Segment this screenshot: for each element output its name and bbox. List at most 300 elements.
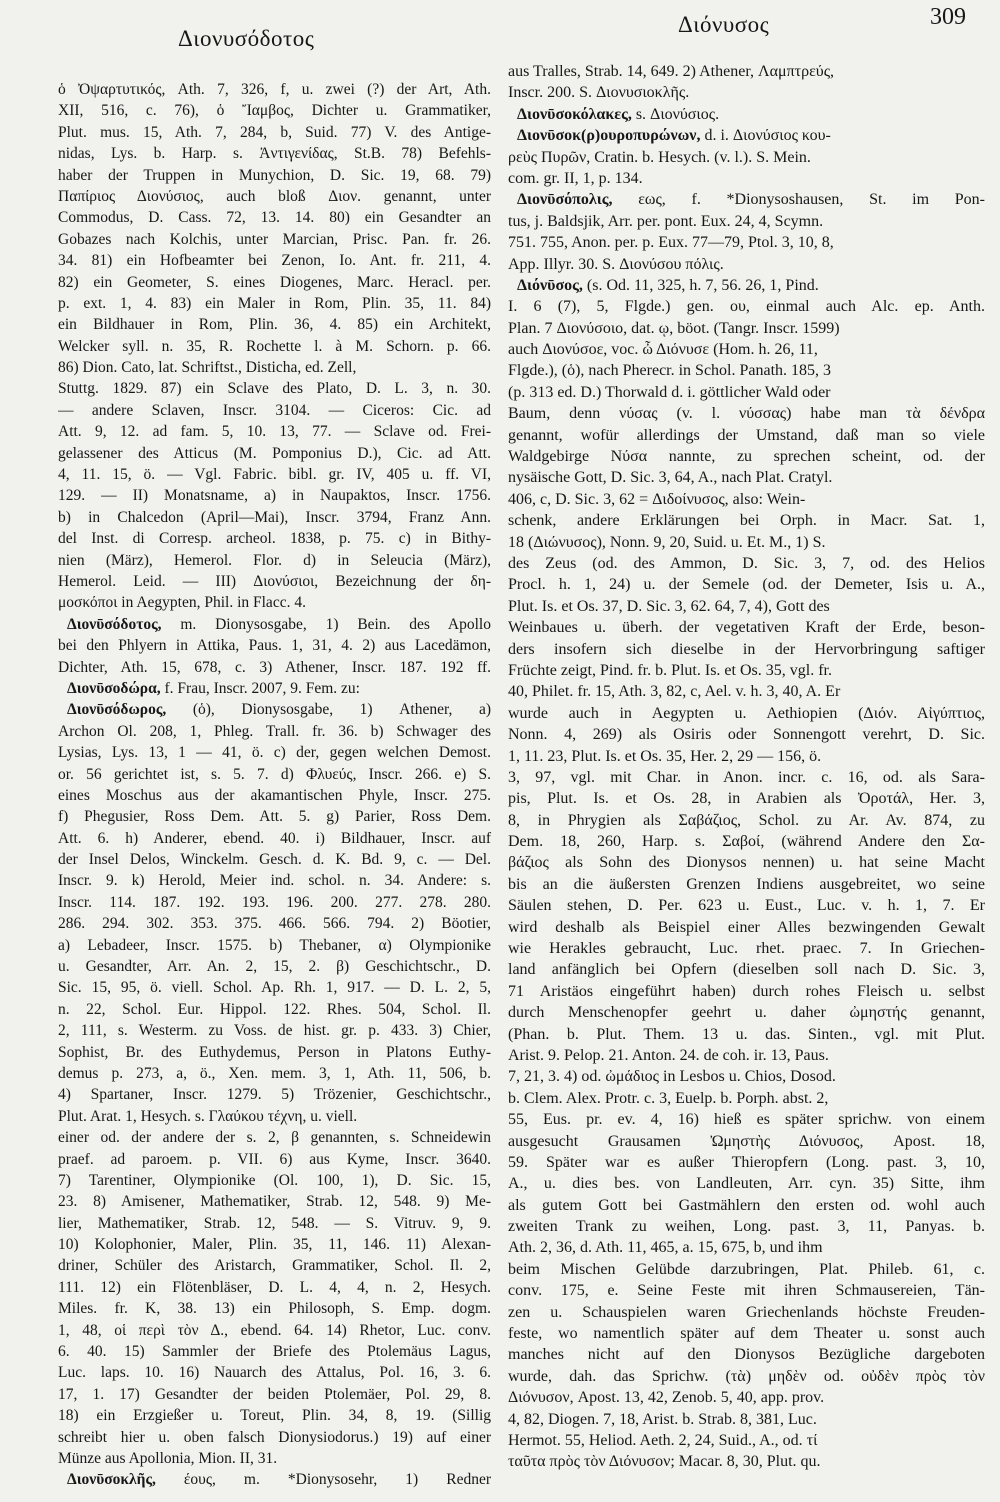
line-content: [58, 1362, 491, 1383]
entry-headword: Διονῡσοκ(ρ)ουροπυρώνων,: [517, 127, 701, 145]
line-text: ὁ Ὀψαρτυτικός, Ath. 7, 326, f, u. zwei (?) der Art, Ath.: [58, 81, 491, 98]
line-text: Welcker syll. n. 35, R. Rochette l. à M. Schorn. p. 66.: [58, 337, 491, 355]
text-line: [58, 1427, 492, 1448]
line-text: 86) Dion. Cato, lat. Schriftst., Disticha, ed. Zell,: [58, 359, 357, 377]
line-content: [58, 143, 491, 164]
line-content: [508, 1024, 985, 1045]
line-content: [58, 1020, 491, 1041]
entry-start-line: [508, 104, 986, 125]
running-head-right: Διόνυσος: [678, 12, 770, 37]
line-content: [508, 168, 643, 189]
text-line: [508, 617, 986, 638]
line-content: [58, 528, 491, 549]
line-text: s. Διονύσιος.: [635, 105, 720, 123]
text-line: [58, 1448, 492, 1469]
text-line: [508, 596, 986, 617]
line-text: Gobazes nach Kolchis, unter Marcian, Prisc. Pan. fr. 26.: [58, 230, 491, 248]
text-line: [58, 999, 492, 1020]
line-content: [508, 254, 724, 275]
text-line: [508, 831, 986, 852]
line-content: [58, 1427, 491, 1448]
line-content: [517, 125, 831, 146]
line-text: Lysias, Lys. 13, 1 — 41, ö. c) der, gegen welchen Demost.: [58, 744, 491, 762]
text-line: [508, 1387, 986, 1408]
line-text: praef. ad paroem. p. VII. 6) aus Kyme, Inscr. 3640.: [58, 1150, 491, 1168]
line-content: [508, 1216, 985, 1237]
text-line: [508, 1173, 986, 1194]
text-line: [58, 1362, 492, 1383]
line-text: n. 22, Schol. Eur. Hippol. 122. Rhes. 504, Schol. Il.: [58, 1000, 491, 1018]
line-content: [508, 660, 832, 681]
text-line: [508, 852, 986, 873]
line-content: [58, 122, 491, 143]
line-text: a) Lebadeer, Inscr. 1575. b) Thebaner, α) Olympionike: [58, 936, 491, 954]
entry-start-line: [508, 275, 986, 296]
line-content: [508, 681, 840, 702]
text-line: [58, 1191, 492, 1212]
right-column: [508, 61, 986, 1473]
text-line: [58, 592, 492, 613]
line-content: [508, 810, 985, 831]
line-content: [58, 635, 491, 656]
line-content: [58, 250, 491, 271]
line-text: Dem. 18, 260, Harp. s. Σαβοί, (während Andere den Σα-: [508, 833, 985, 851]
line-text: nien (März), Hemerol. Flor. d) in Seleucia (März),: [58, 551, 491, 569]
text-line: [58, 550, 492, 571]
text-line: [58, 892, 492, 913]
text-line: [508, 1152, 986, 1173]
line-text: com. gr. II, 1, p. 134.: [508, 169, 643, 187]
line-content: [508, 147, 811, 168]
line-content: [58, 1170, 491, 1191]
line-content: [58, 485, 491, 506]
line-text: 7, 21, 3. 4) od. ὠμάδιος in Lesbos u. Chios, Dosod.: [508, 1068, 836, 1086]
line-text: Inscr. 200. S. Διονυσιοκλῆς.: [508, 84, 690, 102]
line-text: Commodus, D. Cass. 72, 13. 14. 80) ein Gesandter an: [58, 209, 491, 227]
line-text: Att. 9, 12. ad fam. 5, 10. 13, 77. — Sclave od. Frei-: [58, 423, 491, 441]
text-line: [508, 553, 986, 574]
line-text: (ὁ), Dionysosgabe, 1) Athener, a): [192, 701, 491, 719]
text-line: [58, 250, 492, 271]
text-line: [508, 1024, 986, 1045]
line-text: Säulen stehen, D. Per. 623 u. Eust., Luc. v. h. 1, 7. Er: [508, 897, 985, 915]
line-text: 2, 111, s. Westerm. zu Voss. de hist. gr. p. 433. 3) Chier,: [58, 1022, 491, 1040]
text-line: [58, 1063, 492, 1084]
text-line: [58, 1341, 492, 1362]
line-text: u. Gesandter, Arr. An. 2, 15, 2. β) Geschichtschr., D.: [58, 958, 491, 976]
line-content: [508, 1409, 817, 1430]
line-text: Baum, denn νύσας (v. l. νύσσας) habe man τὰ δένδρα: [508, 405, 985, 423]
text-line: [58, 357, 492, 378]
text-line: [508, 403, 986, 424]
text-line: [508, 959, 986, 980]
text-line: [58, 657, 492, 678]
line-text: Früchte zeigt, Pind. fr. b. Plut. Is. et Os. 35, vgl. fr.: [508, 661, 832, 679]
line-content: [508, 596, 830, 617]
line-text: ders insofern sich dieselbe in der Hervorbringung saftiger: [508, 640, 985, 658]
line-content: [508, 1088, 828, 1109]
text-line: [58, 485, 492, 506]
text-line: [58, 1277, 492, 1298]
text-line: [508, 981, 986, 1002]
text-line: [58, 528, 492, 549]
text-line: [508, 938, 986, 959]
line-content: [58, 764, 491, 785]
line-text: Παπίριος Διονύσιος, auch bloß Διον. genannt, unter: [58, 187, 491, 205]
line-content: [508, 1237, 823, 1258]
line-text: bis an die äußersten Grenzen Indiens ausgebreitet, wo seine: [508, 875, 985, 893]
text-line: [508, 1131, 986, 1152]
text-line: [58, 721, 492, 742]
line-content: [58, 443, 491, 464]
line-text: 18) ein Erzgießer u. Toreut, Plin. 34, 8, 19. (Sillig: [58, 1407, 491, 1425]
text-line: [58, 1234, 492, 1255]
line-content: [508, 1451, 821, 1472]
line-text: Inscr. 9. k) Herold, Meier ind. schol. n. 34. Andere: s.: [58, 872, 491, 890]
text-line: [508, 296, 986, 317]
line-content: [58, 1341, 491, 1362]
line-text: 8, in Phrygien als Σαβάζιος, Schol. zu Ar. Av. 874, zu: [508, 811, 985, 829]
line-content: [508, 852, 985, 873]
text-line: [508, 917, 986, 938]
text-line: [58, 165, 492, 186]
text-line: [58, 336, 492, 357]
page-number: 309: [930, 4, 966, 30]
text-line: [58, 1149, 492, 1170]
line-content: [508, 318, 840, 339]
text-line: [58, 1298, 492, 1319]
entry-start-line: [58, 678, 492, 699]
line-content: [508, 1344, 985, 1365]
entry-start-line: [508, 125, 986, 146]
line-content: [58, 1277, 491, 1298]
line-content: [508, 510, 985, 531]
line-content: [508, 553, 985, 574]
line-text: nidas, Lys. b. Harp. s. Ἀντιγενίδας, St.B. 78) Befehls-: [58, 145, 491, 163]
line-text: f. Frau, Inscr. 2007, 9. Fem. zu:: [164, 679, 360, 697]
line-text: 286. 294. 302. 353. 375. 466. 566. 794. 2) Böotier,: [58, 915, 491, 933]
text-line: [508, 874, 986, 895]
line-text: beim Mischen Gelübde darzubringen, Plat. Phileb. 61, c.: [508, 1260, 985, 1278]
text-line: [508, 382, 986, 403]
line-content: [58, 357, 356, 378]
line-content: [58, 657, 491, 678]
text-line: [508, 1344, 986, 1365]
line-text: έους, m. *Dionysosehr, 1) Redner: [183, 1471, 491, 1489]
text-line: [58, 464, 492, 485]
text-line: [58, 421, 492, 442]
line-content: [508, 1302, 985, 1323]
line-content: [508, 446, 985, 467]
line-content: [58, 550, 491, 571]
entry-headword: Διονῡσόδωρος,: [67, 701, 167, 719]
line-content: [58, 935, 491, 956]
text-line: [508, 660, 986, 681]
text-line: [58, 293, 492, 314]
line-text: — andere Sclaven, Inscr. 3104. — Ciceros: Cic. ad: [58, 401, 491, 419]
text-line: [58, 122, 492, 143]
line-content: [508, 981, 985, 1002]
line-text: conv. 175, e. Seine Feste mit ihren Schmausereien, Tän-: [508, 1282, 985, 1300]
line-text: 40, Philet. fr. 15, Ath. 3, 82, c, Ael. v. h. 3, 40, A. Er: [508, 683, 841, 701]
text-line: [508, 147, 986, 168]
line-content: [58, 1320, 491, 1341]
line-text: 17, 1. 17) Gesandter der beiden Ptolemäer, Pol. 29, 8.: [58, 1385, 491, 1403]
text-line: [508, 1109, 986, 1130]
line-text: 82) ein Geometer, S. eines Diogenes, Marc. Heracl. per.: [58, 273, 491, 291]
text-line: [58, 935, 492, 956]
line-text: Sic. 15, 95, ö. viell. Schol. Ap. Rh. 1, 917. — D. L. 2, 5,: [58, 979, 491, 997]
line-text: lier, Mathematiker, Strab. 12, 548. — S. Vitruv. 9, 9.: [58, 1214, 491, 1232]
text-line: [58, 1020, 492, 1041]
line-content: [58, 999, 491, 1020]
text-line: [508, 1302, 986, 1323]
text-line: [508, 510, 986, 531]
line-text: des Zeus (od. des Ammon, D. Sic. 3, 7, od. des Helios: [508, 554, 985, 572]
text-line: [508, 1045, 986, 1066]
text-line: [58, 806, 492, 827]
line-text: auch Διονύσοε, voc. ὦ Διόνυσε (Hom. h. 26, 11,: [508, 341, 818, 359]
line-text: 406, c, D. Sic. 3, 62 = Διδοίνυσος, also: Wein-: [508, 490, 806, 508]
line-text: m. Dionysosgabe, 1) Bein. des Apollo: [180, 615, 491, 633]
line-content: [508, 1366, 985, 1387]
text-line: [58, 828, 492, 849]
line-content: [58, 229, 491, 250]
line-text: Arist. 9. Pelop. 21. Anton. 24. de coh. ir. 13, Paus.: [508, 1046, 829, 1064]
text-line: [58, 507, 492, 528]
line-content: [508, 1280, 985, 1301]
line-text: Att. 6. h) Anderer, ebend. 40. i) Bildhauer, Inscr. auf: [58, 829, 491, 847]
line-text: or. 56 gerichtet ist, s. 5. 7. d) Φλυεύς, Inscr. 266. e) S.: [58, 765, 491, 783]
text-line: [58, 378, 492, 399]
line-content: [508, 382, 831, 403]
text-line: [508, 703, 986, 724]
line-text: 751. 755, Anon. per. p. Eux. 77—79, Ptol. 3, 10, 8,: [508, 234, 834, 252]
entry-headword: Διονῡσοκόλακες,: [517, 105, 632, 123]
line-text: εως, f. *Dionysoshausen, St. im Pon-: [638, 191, 985, 209]
line-content: [58, 100, 491, 121]
line-text: driner, Schüler des Aristarch, Grammatiker, Schol. Il. 2,: [58, 1257, 491, 1275]
line-content: [58, 400, 491, 421]
line-text: Nonn. 4, 269) als Osiris oder Sonnengott verehrt, D. Sic.: [508, 726, 985, 744]
text-line: [58, 272, 492, 293]
text-line: [58, 742, 492, 763]
line-content: [58, 1384, 491, 1405]
text-line: [508, 318, 986, 339]
line-text: pis, Plut. Is. et Os. 28, in Arabien als Ὀροτάλ, Her. 3,: [508, 790, 985, 808]
line-content: [58, 1213, 491, 1234]
text-line: [58, 229, 492, 250]
line-text: Plut. Is. et Os. 37, D. Sic. 3, 62. 64, 7, 4), Gott des: [508, 597, 830, 615]
running-head-left: Διονυσόδοτος: [178, 26, 315, 51]
text-line: [58, 443, 492, 464]
line-text: I. 6 (7), 5, Flgde.) gen. ου, einmal auch Alc. ep. Anth.: [508, 298, 985, 316]
line-text: 18 (Διώνυσος), Nonn. 9, 20, Suid. u. Et. M., 1) S.: [508, 533, 826, 551]
text-line: [58, 1042, 492, 1063]
text-line: [58, 764, 492, 785]
line-text: ausgesucht Grausamen Ὠμηστὴς Διόνυσος, Apost. 18,: [508, 1132, 985, 1150]
line-content: [508, 1045, 829, 1066]
line-text: 59. Später war es außer Thieropfern (Long. past. 3, 10,: [508, 1153, 985, 1171]
line-text: zen u. Schauspielen waren Griechenlands höchste Freuden-: [508, 1303, 985, 1321]
line-text: Plut. mus. 15, Ath. 7, 284, b, Suid. 77) V. des Antige-: [58, 123, 491, 141]
line-text: der Insel Delos, Winckelm. Gesch. d. K. Bd. 9, c. — Del.: [58, 851, 491, 869]
line-text: feste, wo namentlich später auf dem Theater u. sonst auch: [508, 1325, 985, 1343]
text-line: [508, 254, 986, 275]
line-text: del Inst. di Corresp. archeol. 1838, p. 75. c) in Bithy-: [58, 530, 491, 548]
line-content: [58, 1149, 491, 1170]
text-line: [508, 489, 986, 510]
line-text: eines Moschus aus der akamantischen Phyle, Inscr. 275.: [58, 786, 491, 804]
entry-headword: Διονῡσόδοτος,: [67, 615, 162, 633]
line-text: tus, j. Baldsjik, Arr. per. pont. Eux. 24, 4, Scymn.: [508, 212, 824, 230]
line-content: [508, 767, 985, 788]
text-line: [508, 446, 986, 467]
line-content: [508, 639, 985, 660]
line-text: Miles. fr. K, 38. 13) ein Philosoph, S. Emp. dogm.: [58, 1300, 491, 1318]
text-line: [508, 1280, 986, 1301]
line-content: [58, 314, 491, 335]
text-line: [58, 785, 492, 806]
line-text: 4) Spartaner, Inscr. 1279. 5) Trözenier, Geschichtschr.,: [58, 1086, 491, 1104]
text-line: [58, 1106, 492, 1127]
line-text: 111. 12) ein Flötenbläser, D. L. 4, 4, n. 2, Hesych.: [58, 1278, 491, 1296]
line-text: 23. 8) Amisener, Mathematiker, Strab. 12, 548. 9) Me-: [58, 1193, 491, 1211]
line-text: Διόνυσον, Apost. 13, 42, Zenob. 5, 40, app. prov.: [508, 1389, 825, 1407]
line-content: [508, 1323, 985, 1344]
line-content: [67, 699, 491, 720]
text-line: [508, 61, 986, 82]
text-line: [508, 1237, 986, 1258]
line-text: demus p. 273, a, ö., Xen. mem. 3, 1, Ath. 11, 506, b.: [58, 1064, 491, 1082]
line-content: [508, 574, 985, 595]
text-line: [58, 79, 492, 100]
line-content: [58, 1234, 491, 1255]
line-text: (p. 313 ed. D.) Thorwald d. i. göttlicher Wald oder: [508, 383, 831, 401]
text-line: [508, 639, 986, 660]
line-content: [508, 339, 818, 360]
line-text: manches nicht auf den Dionysos Bezügliche dargeboten: [508, 1346, 985, 1364]
line-text: aus Tralles, Strab. 14, 649. 2) Athener, Λαμπτρεύς,: [508, 63, 835, 80]
line-text: Flgde.), (ὁ), nach Pherecr. in Schol. Panath. 185, 3: [508, 362, 832, 380]
line-text: App. Illyr. 30. S. Διονύσου πόλις.: [508, 255, 724, 273]
text-line: [508, 168, 986, 189]
line-content: [58, 913, 491, 934]
line-content: [58, 293, 491, 314]
line-content: [58, 464, 491, 485]
line-text: ταῦτα πρὸς τὸν Διόνυσον; Macar. 8, 30, Plut. qu.: [508, 1453, 821, 1471]
line-content: [508, 938, 985, 959]
text-line: [58, 849, 492, 870]
text-line: [508, 1451, 986, 1472]
line-text: Weinbaues u. überh. der vegetativen Kraft der Erde, beson-: [508, 619, 985, 637]
line-content: [58, 1127, 491, 1148]
line-content: [67, 1469, 491, 1490]
text-line: [508, 1216, 986, 1237]
entry-headword: Διονῡσόπολις,: [517, 191, 613, 209]
text-line: [58, 1084, 492, 1105]
text-line: [508, 1430, 986, 1451]
line-content: [517, 104, 719, 125]
line-text: Stuttg. 1829. 87) ein Sclave des Plato, D. L. 3, n. 30.: [58, 380, 491, 398]
entry-start-line: [58, 699, 492, 720]
text-line: [508, 895, 986, 916]
line-content: [58, 849, 491, 870]
entry-start-line: [58, 614, 492, 635]
line-text: 71 Aristäos eingeführt haben) durch rohes Fleisch u. selbst: [508, 982, 985, 1000]
line-text: μοσκόποι in Aegypten, Phil. in Flacc. 4.: [58, 594, 306, 612]
line-content: [508, 874, 985, 895]
line-text: 6. 40. 15) Sammler der Briefe des Ptolemäus Lagus,: [58, 1343, 491, 1361]
line-content: [58, 336, 491, 357]
line-text: (s. Od. 11, 325, h. 7, 56. 26, 1, Pind.: [586, 276, 819, 294]
line-content: [508, 82, 689, 103]
line-text: 4, 82, Diogen. 7, 18, Arist. b. Strab. 8, 381, Luc.: [508, 1410, 817, 1428]
line-content: [67, 678, 360, 699]
line-content: [508, 360, 831, 381]
line-content: [58, 1405, 491, 1426]
line-content: [508, 1387, 824, 1408]
line-text: Sophist, Br. des Euthydemus, Person in Platons Euthy-: [58, 1043, 491, 1061]
text-line: [58, 913, 492, 934]
text-line: [508, 1002, 986, 1023]
line-content: [58, 892, 491, 913]
line-text: Waldgebirge Νύσα nannte, zu sprechen scheint, od. der: [508, 448, 985, 466]
text-line: [58, 1127, 492, 1148]
text-line: [58, 1213, 492, 1234]
line-text: d. i. Διονύσιος κου-: [704, 127, 831, 145]
text-line: [508, 1409, 986, 1430]
line-content: [508, 467, 832, 488]
line-text: Dichter, Ath. 15, 678, c. 3) Athener, Inscr. 187. 192 ff.: [58, 658, 491, 676]
text-line: [58, 400, 492, 421]
line-content: [58, 1084, 491, 1105]
text-line: [508, 1259, 986, 1280]
line-text: 7) Tarentiner, Olympionike (Ol. 100, 1), D. Sic. 15,: [58, 1171, 491, 1189]
entry-start-line: [58, 1469, 492, 1490]
text-line: [508, 681, 986, 702]
line-content: [58, 1191, 491, 1212]
line-content: [508, 746, 821, 767]
line-text: Plut. Arat. 1, Hesych. s. Γλαύκου τέχνη, u. viell.: [58, 1107, 358, 1125]
line-text: (Phan. b. Plut. Them. 13 u. das. Sinten., vgl. mit Plut.: [508, 1025, 985, 1043]
line-content: [508, 724, 985, 745]
line-content: [67, 614, 491, 635]
line-content: [508, 1109, 985, 1130]
line-text: wurde, dah. das Sprichw. (τὰ) μηδὲν od. οὐδὲν πρὸς τὸν: [508, 1367, 985, 1385]
line-content: [58, 186, 491, 207]
line-content: [58, 785, 491, 806]
line-content: [508, 489, 805, 510]
entry-start-line: [508, 189, 986, 210]
line-text: Inscr. 114. 187. 192. 193. 196. 200. 277. 278. 280.: [58, 893, 491, 911]
text-line: [58, 1320, 492, 1341]
line-content: [508, 788, 985, 809]
text-line: [58, 870, 492, 891]
line-content: [508, 917, 985, 938]
line-text: Münze aus Apollonia, Mion. II, 31.: [58, 1450, 278, 1467]
line-text: schreibt hier u. oben falsch Dionysiodorus.) 19) auf einer: [58, 1428, 491, 1446]
line-text: Luc. laps. 10. 16) Nauarch des Attalus, Pol. 16, 3. 6.: [58, 1364, 491, 1382]
text-line: [508, 724, 986, 745]
line-text: durch Menschenopfer geehrt u. daher ὠμηστής genannt,: [508, 1004, 985, 1022]
line-content: [58, 592, 306, 613]
line-text: 129. — II) Monatsname, a) in Naupaktos, Inscr. 1756.: [58, 487, 491, 505]
text-line: [508, 1066, 986, 1087]
line-text: haber der Truppen in Munychion, D. Sic. 19, 68. 79): [58, 166, 491, 184]
line-content: [508, 296, 985, 317]
text-line: [58, 635, 492, 656]
